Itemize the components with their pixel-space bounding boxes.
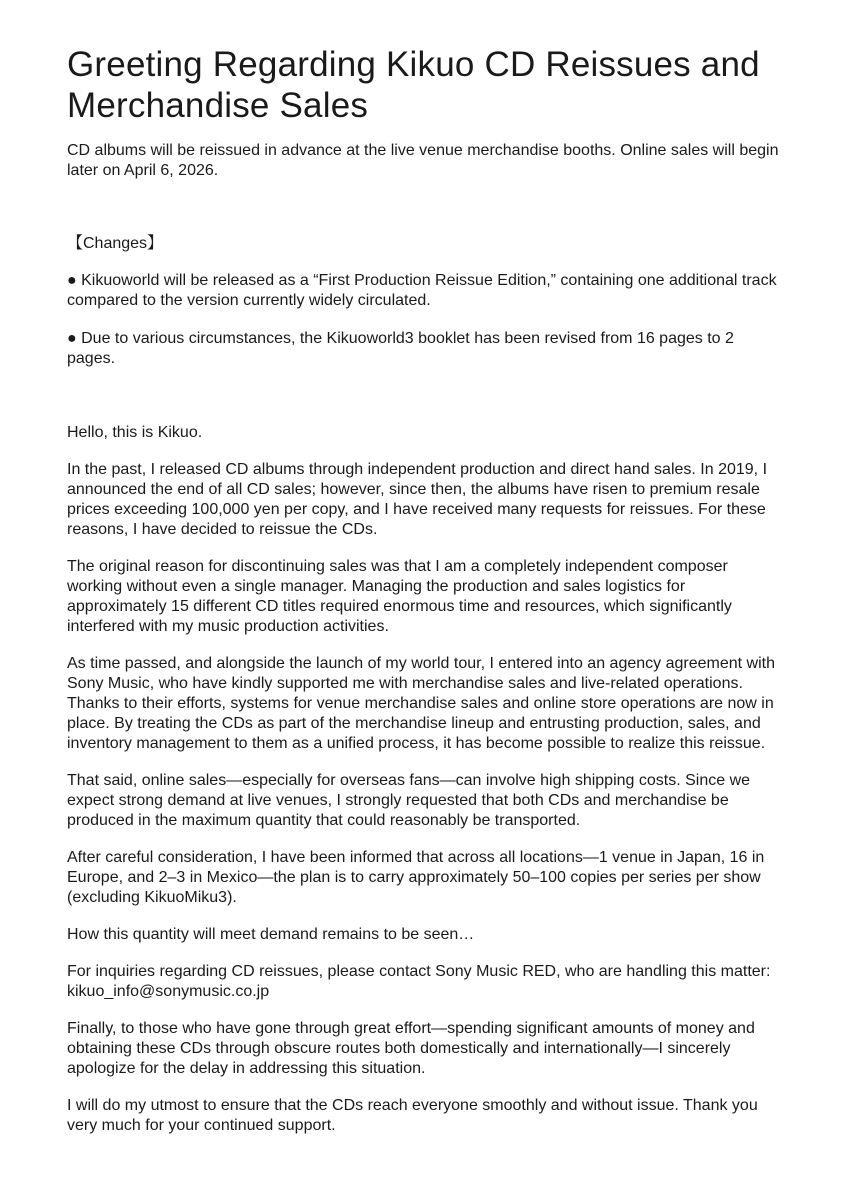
greeting-paragraph: Hello, this is Kikuo. bbox=[67, 424, 203, 441]
changes-heading: 【Changes】 bbox=[67, 235, 164, 252]
body-paragraph: After careful consideration, I have been informed that across all locations—1 venue in Japan, 16 in Europe, and 2–3 in Mexico—the plan is to carry approximately 50–100 copies per series per show (excluding KikuoMiku3). bbox=[67, 849, 765, 906]
body-paragraph: That said, online sales—especially for overseas fans—can involve high shipping costs. Since we expect strong demand at live venues, I strongly requested that both CDs and merchandise be produced in the maximum quantity that could reasonably be transported. bbox=[67, 772, 751, 829]
body-paragraph: The original reason for discontinuing sales was that I am a completely independent composer working without even a single manager. Managing the production and sales logistics for approximately 15 different CD titles required enormous time and resources, which significantly interfered with my music production activities. bbox=[67, 558, 732, 635]
closing-paragraph: I will do my utmost to ensure that the CDs reach everyone smoothly and without issue. Thank you very much for your continued support. bbox=[67, 1097, 758, 1134]
change-item: ● Due to various circumstances, the Kikuoworld3 booklet has been revised from 16 pages to 2 pages. bbox=[67, 330, 734, 367]
subtitle: CD albums will be reissued in advance at the live venue merchandise booths. Online sales will begin later on April 6, 2026. bbox=[67, 142, 779, 179]
page-title: Greeting Regarding Kikuo CD Reissues and Merchandise Sales bbox=[67, 45, 760, 125]
body-paragraph: Finally, to those who have gone through great effort—spending significant amounts of money and obtaining these CDs through obscure routes both domestically and internationally—I sincerely apologize for the delay in addressing this situation. bbox=[67, 1020, 755, 1077]
contact-paragraph: For inquiries regarding CD reissues, please contact Sony Music RED, who are handling this matter: kikuo_info@sonymusic.co.jp bbox=[67, 963, 771, 1000]
body-paragraph: How this quantity will meet demand remains to be seen… bbox=[67, 926, 475, 943]
changes-section bbox=[67, 234, 783, 369]
letter-body bbox=[67, 423, 783, 1136]
body-paragraph: As time passed, and alongside the launch of my world tour, I entered into an agency agreement with Sony Music, who have kindly supported me with merchandise sales and live-related operations. Thanks to their efforts, systems for venue merchandise sales and online store operations are now in place. By treating the CDs as part of the merchandise lineup and entrusting production, sales, and inventory management to them as a unified process, it has become possible to realize this reissue. bbox=[67, 655, 775, 752]
change-item: ● Kikuoworld will be released as a “First Production Reissue Edition,” containing one additional track compared to the version currently widely circulated. bbox=[67, 272, 777, 309]
document bbox=[67, 44, 783, 1153]
body-paragraph: In the past, I released CD albums through independent production and direct hand sales. In 2019, I announced the end of all CD sales; however, since then, the albums have risen to premium resale prices exceeding 100,000 yen per copy, and I have received many requests for reissues. For these reasons, I have decided to reissue the CDs. bbox=[67, 461, 768, 538]
